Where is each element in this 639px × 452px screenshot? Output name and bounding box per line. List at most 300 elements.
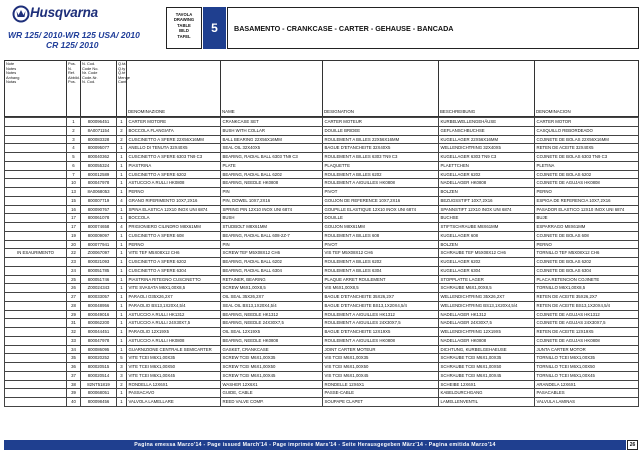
cell-de: KURBELWELLENGEHÄUSE	[439, 118, 535, 127]
cell-es: CASQUILLO REBORDEADO	[535, 126, 639, 135]
cell-note	[5, 231, 67, 240]
cell-de: BUCHSE	[439, 214, 535, 223]
table-row	[5, 258, 639, 267]
cell-code: 800051746	[81, 275, 117, 284]
cell-pos: 23	[67, 258, 81, 267]
header-note: Note Notes Notes Anhang Notas	[5, 61, 67, 117]
cell-note	[5, 214, 67, 223]
cell-de: LAMELLENVENTIL	[439, 398, 535, 407]
cell-note	[5, 266, 67, 275]
cell-code: 800098456	[81, 398, 117, 407]
table-row	[5, 293, 639, 302]
cell-qty: 1	[117, 214, 127, 223]
cell-it: CUSCINETTO A SFERE 6202	[127, 258, 221, 267]
cell-qty: 1	[117, 144, 127, 153]
cell-qty: 1	[117, 205, 127, 214]
cell-en: SPRING PIN 12X10 INOX UNI 6874	[221, 205, 323, 214]
cell-code: 800090767	[81, 205, 117, 214]
cell-en: BEARING, RADIAL BALL 6202	[221, 258, 323, 267]
cell-qty: 1	[117, 284, 127, 293]
cell-code: 800077941	[81, 240, 117, 249]
cell-qty: 1	[117, 179, 127, 188]
cell-fr: CARTER MOTEUR	[323, 118, 439, 127]
table-row	[5, 363, 639, 372]
cell-qty: 1	[117, 258, 127, 267]
cell-code: 8A0071154	[81, 126, 117, 135]
cell-note	[5, 380, 67, 389]
cell-note	[5, 118, 67, 127]
cell-fr: ROULEMENT A AIGUILLES HK0808	[323, 336, 439, 345]
cell-it: CUSCINETTO A SFERE 6304	[127, 266, 221, 275]
cell-fr: VIS TEF M5X08X12 CH6	[323, 249, 439, 258]
cell-fr: PLAQUE ARRET ROULEMENT	[323, 275, 439, 284]
cell-it: RONDELLA 12X6X1	[127, 380, 221, 389]
table-row	[5, 153, 639, 162]
cell-fr: GOUJON DE REFERENCE 10X7,2X16	[323, 196, 439, 205]
cell-it: BOCCOLA	[127, 214, 221, 223]
cell-it: PRIGIONIERO CILINDRO M8X61MM	[127, 223, 221, 232]
cell-de: DICHTUNG, KURBELGEHAEUSE	[439, 345, 535, 354]
header-es: DENOMINACION	[535, 61, 639, 117]
cell-en: OIL SEAL 12X19X5	[221, 328, 323, 337]
cell-it: ANELLO DI TENUTA 32X40X5	[127, 144, 221, 153]
cell-fr: PLAQUETTE	[323, 161, 439, 170]
cell-en: CRANKCASE SET	[221, 118, 323, 127]
cell-en: RETAINER, BEARING	[221, 275, 323, 284]
cell-note	[5, 371, 67, 380]
table-row	[5, 179, 639, 188]
cell-fr: DOUILLE BRIDEE	[323, 126, 439, 135]
table-row	[5, 319, 639, 328]
cell-note	[5, 310, 67, 319]
cell-fr: PIVOT	[323, 240, 439, 249]
cell-en: PIN	[221, 188, 323, 197]
table-row	[5, 188, 639, 197]
cell-pos: 36	[67, 363, 81, 372]
cell-en: STUDBOLT M8X61MM	[221, 223, 323, 232]
cell-code: 800051785	[81, 266, 117, 275]
cell-pos: 40	[67, 398, 81, 407]
cell-qty: 3	[117, 363, 127, 372]
table-row	[5, 231, 639, 240]
cell-fr: ROULEMENT A BILLES 608	[323, 231, 439, 240]
cell-pos: 26	[67, 284, 81, 293]
cell-fr: GOUPILLE ELASTIQUE 12X10 INOX UNI 6874	[323, 205, 439, 214]
header-de: BESCHREIBUNG	[439, 61, 535, 117]
cell-code: 82NT51819	[81, 380, 117, 389]
cell-en: SEAL OIL BS13,1X20X4,5/4	[221, 301, 323, 310]
cell-de: KABELDURCHGANG	[439, 389, 535, 398]
table-description: BASAMENTO - CRANKCASE - CARTER - GEHAUSE - BANCADA	[227, 7, 639, 49]
cell-pos: 28	[67, 301, 81, 310]
cell-note: IN ESAURIMENTO	[5, 249, 67, 258]
page-number: 26	[627, 440, 638, 450]
cell-es: COJINETE DE BOLAS 608	[535, 231, 639, 240]
cell-de: STOPPLATTE LAGER	[439, 275, 535, 284]
cell-de: BOLZEN	[439, 188, 535, 197]
cell-note	[5, 126, 67, 135]
cell-es: COJINETE DE BOLAS 6202	[535, 170, 639, 179]
table-row	[5, 266, 639, 275]
cell-qty: 1	[117, 398, 127, 407]
cell-en: BEARING, NEEDLE 24X30X7,5	[221, 319, 323, 328]
cell-code: 800020252	[81, 354, 117, 363]
cell-en: BEARING, RADIAL BALL 6303 TN9 C3	[221, 153, 323, 162]
cell-it: PARAOLIO BS13,1X20X4,5/4	[127, 301, 221, 310]
cell-pos: 37	[67, 371, 81, 380]
cell-es: TORNILLO TEF M5X08X12 CH6	[535, 249, 639, 258]
cell-es: VALVULA LAMINAS	[535, 398, 639, 407]
cell-es: PASACABLES	[535, 389, 639, 398]
cell-en: BEARING, RADIAL BALL 6304	[221, 266, 323, 275]
cell-de: GEFLANSCHBUCHSE	[439, 126, 535, 135]
cell-note	[5, 223, 67, 232]
cell-pos: 15	[67, 196, 81, 205]
cell-code: 800049016	[81, 310, 117, 319]
cell-fr: ROULEMENT A AIGUILLES HK1312	[323, 310, 439, 319]
cell-pos: 38	[67, 380, 81, 389]
cell-it: CARTER MOTORE	[127, 118, 221, 127]
cell-fr: SOUPAPE CLAPET	[323, 398, 439, 407]
cell-en: BEARING, NEEDLE HK0808	[221, 336, 323, 345]
cell-de: SCHRAUBE TCEI M6X1,00X35	[439, 354, 535, 363]
cell-qty: 4	[117, 196, 127, 205]
cell-qty: 1	[117, 319, 127, 328]
cell-note	[5, 188, 67, 197]
cell-it: GRANO RIFERIMENTO 10X7,2X16	[127, 196, 221, 205]
cell-pos: 16	[67, 205, 81, 214]
cell-de: SCHRAUBE TCEI M6X1,00X50	[439, 363, 535, 372]
cell-code: 800096451	[81, 118, 117, 127]
table-row	[5, 345, 639, 354]
cell-qty: 1	[117, 188, 127, 197]
cell-de: SCHRAUBE M6X1,00X8,5	[439, 284, 535, 293]
cell-note	[5, 293, 67, 302]
cell-qty: 2	[117, 380, 127, 389]
cell-note	[5, 354, 67, 363]
cell-pos: 24	[67, 266, 81, 275]
cell-pos: 6	[67, 161, 81, 170]
cell-pos: 1	[67, 118, 81, 127]
cell-code: 800048956	[81, 301, 117, 310]
cell-es: ESPARRAGO M8X61MM	[535, 223, 639, 232]
cell-qty: 1	[117, 328, 127, 337]
cell-fr: BAGUE D'ETANCHEITE 32X40X5	[323, 144, 439, 153]
cell-pos: 34	[67, 345, 81, 354]
table-row	[5, 389, 639, 398]
table-row	[5, 354, 639, 363]
table-row	[5, 205, 639, 214]
cell-es: RETEN DE ACEITE 32X40X5	[535, 144, 639, 153]
cell-code: 800055324	[81, 161, 117, 170]
table-row	[5, 118, 639, 127]
cell-note	[5, 389, 67, 398]
cell-de: PLAETTCHEN	[439, 161, 535, 170]
cell-qty: 1	[117, 336, 127, 345]
cell-it: CUSCINETTO A SFERE 6202	[127, 170, 221, 179]
cell-note	[5, 319, 67, 328]
cell-es: COJINETE DE AGUJAS 24X30X7,5	[535, 319, 639, 328]
cell-note	[5, 345, 67, 354]
table-row	[5, 126, 639, 135]
cell-code: 800061078	[81, 214, 117, 223]
cell-it: PARAOLIO 12X19X5	[127, 328, 221, 337]
cell-pos: 19	[67, 231, 81, 240]
cell-de: BOLZEN	[439, 240, 535, 249]
cell-fr: VIS TCEI M6X1,00X35	[323, 354, 439, 363]
cell-code: 800044451	[81, 328, 117, 337]
cell-qty: 1	[117, 249, 127, 258]
cell-fr: PASSE-CABLE	[323, 389, 439, 398]
cell-code: 800020515	[81, 363, 117, 372]
cell-fr: BAGUE D'ETANCHEITE BS13,1X20X4,5/4	[323, 301, 439, 310]
cell-fr: BAGUE D'ETANCHEITE 35X26,2X7	[323, 293, 439, 302]
cell-de: SCHRAUBE TEF M5X08X12 CH6	[439, 249, 535, 258]
cell-it: ASTUCCIO A RULLI 24X30X7,5	[127, 319, 221, 328]
cell-de: NADELLAGER HK0808	[439, 179, 535, 188]
cell-es: BUJE	[535, 214, 639, 223]
cell-code: 800007719	[81, 196, 117, 205]
cell-pos: 17	[67, 223, 81, 232]
cell-fr: DOUILLE	[323, 214, 439, 223]
cell-it: CUSCINETTO A SFERE 6303 TN9 C3	[127, 153, 221, 162]
cell-pos: 31	[67, 319, 81, 328]
table-label: TAVOLA DRAWING TABLE BILD TAFEL	[173, 12, 195, 39]
cell-it: PASSACAVO	[127, 389, 221, 398]
cell-fr: VIS TCEI M6X1,00X50	[323, 363, 439, 372]
cell-code: Z00024343	[81, 284, 117, 293]
cell-qty: 4	[117, 223, 127, 232]
cell-qty: 2	[117, 126, 127, 135]
cell-es: PERNO	[535, 188, 639, 197]
cell-es: CARTER MOTOR	[535, 118, 639, 127]
cell-pos: 25	[67, 275, 81, 284]
table-row	[5, 223, 639, 232]
brand-name: Husqvarna	[30, 5, 98, 20]
cell-en: BEARING, NEEDLE HK0808	[221, 179, 323, 188]
cell-es: COJINETE DE AGUJAS HK1312	[535, 310, 639, 319]
cell-de: KUGELLAGER 6202	[439, 170, 535, 179]
cell-fr: VIS TCEI M6X1,00X45	[323, 371, 439, 380]
cell-es: JUNTA CARTER MOTOR	[535, 345, 639, 354]
cell-it: PERNO	[127, 188, 221, 197]
cell-qty: 1	[117, 293, 127, 302]
table-row	[5, 214, 639, 223]
cell-de: SCHRAUBE TCEI M6X1,00X45	[439, 371, 535, 380]
cell-it: ASTUCCIO A RULLI HK0808	[127, 336, 221, 345]
cell-note	[5, 275, 67, 284]
cell-fr: ROULEMENT A AIGUILLES 24X30X7,5	[323, 319, 439, 328]
cell-qty: 1	[117, 389, 127, 398]
cell-en: OIL SEAL 35X26,2X7	[221, 293, 323, 302]
cell-en: BUSH	[221, 214, 323, 223]
cell-es: TORNILLO TCEI M6X1,00X50	[535, 363, 639, 372]
cell-en: BEARING, NEEDLE HK1312	[221, 310, 323, 319]
cell-es: COJINETE DE BOLAS 22X56X16MM	[535, 135, 639, 144]
cell-qty: 1	[117, 310, 127, 319]
cell-fr: RONDELLE 12X6X1	[323, 380, 439, 389]
cell-note	[5, 328, 67, 337]
cell-pos: 27	[67, 293, 81, 302]
cell-it: CUSCINETTO A SFERE 22X56X16MM	[127, 135, 221, 144]
cell-note	[5, 161, 67, 170]
table-row	[5, 249, 639, 258]
model-line-2: CR 125/ 2010	[46, 40, 99, 50]
header-qty: Q.tà Q.ty Q.té Menge Cant.	[117, 61, 127, 117]
cell-es: COJINETE DE AGUJAS HK0808	[535, 179, 639, 188]
cell-it: ASTUCCIO A RULLI HK0808	[127, 179, 221, 188]
cell-fr: ROULEMENT A BILLES 6304	[323, 266, 439, 275]
cell-en: SCREW TEF M5X08X12 CH6	[221, 249, 323, 258]
header-it: DENOMINAZIONE	[127, 61, 221, 117]
cell-es: PASADOR ELASTICO 12X10 INOX UNI 6874	[535, 205, 639, 214]
cell-de: KUGELLAGER 6303 TN9 C3	[439, 153, 535, 162]
cell-qty: 1	[117, 266, 127, 275]
cell-pos: 20	[67, 240, 81, 249]
cell-pos: 13	[67, 188, 81, 197]
cell-es: PLETINA	[535, 161, 639, 170]
cell-pos: 17	[67, 214, 81, 223]
cell-note	[5, 258, 67, 267]
cell-it: PIASTRINA RITEGNO CUSCINETTO	[127, 275, 221, 284]
cell-code: 800086095	[81, 345, 117, 354]
cell-code: 800040362	[81, 153, 117, 162]
cell-pos: 29	[67, 310, 81, 319]
cell-it: PERNO	[127, 240, 221, 249]
cell-note	[5, 398, 67, 407]
cell-es: TORNILLO M6X1,00X8,5	[535, 284, 639, 293]
table-row	[5, 144, 639, 153]
cell-es: PERNO	[535, 240, 639, 249]
cell-code: 8A0068053	[81, 188, 117, 197]
table-row	[5, 371, 639, 380]
cell-code: 800047978	[81, 336, 117, 345]
column-header-table	[4, 60, 639, 117]
cell-qty: 1	[117, 170, 127, 179]
cell-pos: 39	[67, 389, 81, 398]
cell-en: GASKET, CRANKCASE	[221, 345, 323, 354]
cell-pos: 5	[67, 153, 81, 162]
cell-code: 800047978	[81, 179, 117, 188]
cell-es: TORNILLO TCEI M6X1,00X45	[535, 371, 639, 380]
cell-en: REED VALVE COMP.	[221, 398, 323, 407]
cell-code: 800083328	[81, 135, 117, 144]
cell-de: WELLENDICHTRING 12X19X5	[439, 328, 535, 337]
cell-es: COJINETE DE BOLAS 6202	[535, 258, 639, 267]
cell-de: STIFTSCHRAUBE M8X61MM	[439, 223, 535, 232]
cell-en: SEAL OIL 32X40X5	[221, 144, 323, 153]
cell-de: WELLENDICHTRING 32X40X5	[439, 144, 535, 153]
cell-code: 800068051	[81, 389, 117, 398]
cell-code: 800021093	[81, 258, 117, 267]
header-en: NAME	[221, 61, 323, 117]
parts-table	[4, 117, 639, 407]
cell-es: COJINETE DE BOLAS 6304	[535, 266, 639, 275]
cell-code: 800095077	[81, 144, 117, 153]
cell-it: VITE SVASATA M6X1,00X8,5	[127, 284, 221, 293]
cell-de: NADELLAGER 24X30X7,5	[439, 319, 535, 328]
cell-fr: ROULEMENT A BILLES 6202	[323, 258, 439, 267]
cell-de: KUGELLAGER 608	[439, 231, 535, 240]
table-row	[5, 170, 639, 179]
cell-note	[5, 144, 67, 153]
cell-en: SCREW TCEI M6X1,00X50	[221, 363, 323, 372]
cell-qty: 1	[117, 153, 127, 162]
cell-it: ASTUCCIO A RULLI HK1312	[127, 310, 221, 319]
header-pos: Pos. N. Ref. Abbild. Pos.	[67, 61, 81, 117]
cell-fr: ROULEMENT A BILLES 6202	[323, 170, 439, 179]
header-fr: DESIGNATION	[323, 61, 439, 117]
cell-it: VITE TCEI M6X1,00X35	[127, 354, 221, 363]
cell-note	[5, 301, 67, 310]
cell-de: KUGELLAGER 6202	[439, 258, 535, 267]
cell-it: VITE TCEI M6X1,00X45	[127, 371, 221, 380]
cell-qty: 1	[117, 231, 127, 240]
cell-de: BEZUGSSTIFT 10X7,2X16	[439, 196, 535, 205]
cell-fr: ROULEMENT A BILLES 6303 TN9 C3	[323, 153, 439, 162]
cell-it: PIASTRINA	[127, 161, 221, 170]
cell-es: RETEN DE ACEITE BS13,1X20X4,5/4	[535, 301, 639, 310]
cell-fr: GOUJON M8X61MM	[323, 223, 439, 232]
table-row	[5, 398, 639, 407]
cell-note	[5, 153, 67, 162]
table-number: 5	[203, 7, 226, 49]
table-row	[5, 380, 639, 389]
cell-it: VALVOLA LAMELLARE	[127, 398, 221, 407]
cell-de: SCHEIBE 12X6X1	[439, 380, 535, 389]
cell-de: SPANNSTIFT 12X10 INOX UNI 6874	[439, 205, 535, 214]
model-line-1: WR 125/ 2010-WR 125 USA/ 2010	[8, 30, 140, 40]
cell-en: BUSH WITH COLLAR	[221, 126, 323, 135]
cell-it: BOCCOLA FLANGIATA	[127, 126, 221, 135]
cell-note	[5, 135, 67, 144]
cell-en: GUIDE, CABLE	[221, 389, 323, 398]
table-row	[5, 284, 639, 293]
cell-qty: 1	[117, 301, 127, 310]
cell-note	[5, 284, 67, 293]
cell-fr: BAGUE D'ETANCHEITE 12X19X5	[323, 328, 439, 337]
cell-pos: 3	[67, 135, 81, 144]
cell-it: VITE TEF M5X08X12 CH6	[127, 249, 221, 258]
cell-en: BEARING, RADIAL BALL 608-2Z-7	[221, 231, 323, 240]
table-label-box	[166, 7, 202, 49]
cell-fr: PIVOT	[323, 188, 439, 197]
cell-it: VITE TCEI M6X1,00X50	[127, 363, 221, 372]
cell-code: Z00067097	[81, 249, 117, 258]
cell-es: ARANDELA 12X6X1	[535, 380, 639, 389]
cell-qty: 1	[117, 161, 127, 170]
table-row	[5, 310, 639, 319]
cell-it: CUSCINETTO A SFERE 608	[127, 231, 221, 240]
cell-en: SCREW TCEI M6X1,00X35	[221, 354, 323, 363]
table-row	[5, 328, 639, 337]
cell-fr: JOINT CARTER MOTEUR	[323, 345, 439, 354]
cell-en: BEARING, RADIAL BALL 6202	[221, 170, 323, 179]
cell-pos: 7	[67, 170, 81, 179]
cell-de: KUGELLAGER 6304	[439, 266, 535, 275]
cell-it: SPINA ELASTICA 12X10 INOX UNI 6874	[127, 205, 221, 214]
cell-es: RETEN DE ACEITE 35X26,2X7	[535, 293, 639, 302]
cell-es: PLACA RETENCION COJINETE	[535, 275, 639, 284]
cell-note	[5, 205, 67, 214]
table-row	[5, 161, 639, 170]
cell-note	[5, 336, 67, 345]
cell-code: 800033057	[81, 293, 117, 302]
cell-de: WELLENDICHTRING 35X26,2X7	[439, 293, 535, 302]
cell-pos: 32	[67, 328, 81, 337]
cell-fr: VIS M6X1,00X8,5	[323, 284, 439, 293]
cell-qty: 1	[117, 345, 127, 354]
